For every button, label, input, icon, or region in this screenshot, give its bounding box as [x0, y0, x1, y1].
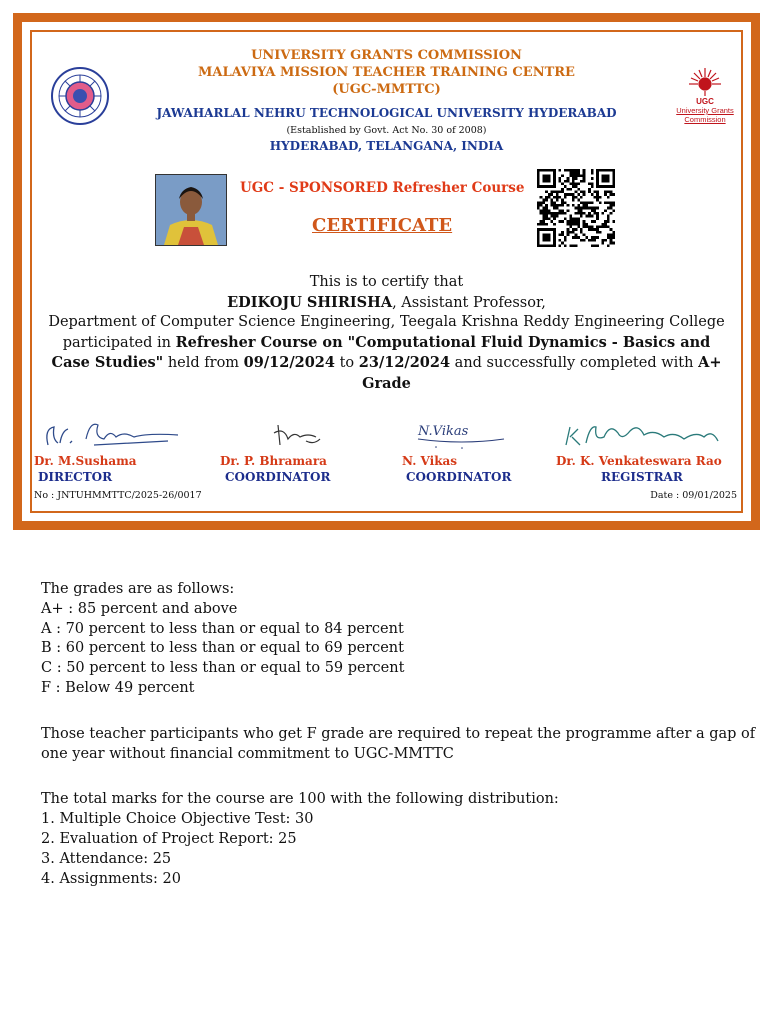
- signature-vikas-text: N.Vikas: [418, 424, 469, 439]
- marks-item: 2. Evaluation of Project Report: 25: [41, 830, 297, 847]
- course-title-part2: Case Studies": [51, 354, 164, 372]
- marks-item: 3. Attendance: 25: [41, 850, 172, 867]
- certificate-inner-border: [30, 30, 743, 513]
- participant-designation: , Assistant Professor,: [392, 294, 546, 311]
- signatory-role-coordinator-1: COORDINATOR: [225, 470, 331, 484]
- signature-coordinator-1: [270, 415, 330, 451]
- to-text: to: [334, 355, 359, 372]
- date-from: 09/12/2024: [243, 354, 335, 372]
- established-line: (Established by Govt. Act No. 30 of 2008): [286, 125, 487, 136]
- certificate-date: Date : 09/01/2025: [650, 490, 737, 501]
- held-from-text: held from: [163, 355, 244, 372]
- grade-item: C : 50 percent to less than or equal to 59 percent: [41, 660, 405, 677]
- header-line2: MALAVIYA MISSION TEACHER TRAINING CENTRE: [198, 65, 575, 80]
- marks-heading: The total marks for the course are 100 with the following distribution:: [41, 791, 559, 808]
- body-name-line: [32, 293, 741, 314]
- signature-coordinator-2: [412, 415, 512, 451]
- signatory-role-coordinator-2: COORDINATOR: [406, 470, 512, 484]
- certificate: [13, 13, 760, 530]
- university-name: JAWAHARLAL NEHRU TECHNOLOGICAL UNIVERSITY HYDERABAD: [156, 106, 617, 120]
- body-intro: This is to certify that: [309, 274, 464, 290]
- certificate-title: CERTIFICATE: [312, 215, 453, 236]
- sponsored-label: UGC - SPONSORED Refresher Course: [240, 180, 525, 196]
- ugc-logo-short: UGC: [696, 97, 714, 106]
- grading-information: [41, 580, 756, 889]
- course-title-part1: Refresher Course on "Computational Fluid Dynamics - Basics and: [175, 333, 711, 351]
- ugc-logo-icon: [665, 64, 745, 130]
- grades-heading: The grades are as follows:: [41, 581, 235, 597]
- repeat-note: Those teacher participants who get F grade are required to repeat the programme after a gap of one year without financial commitment to UGC-MMTTC: [41, 725, 756, 762]
- header-line1: UNIVERSITY GRANTS COMMISSION: [251, 48, 522, 63]
- grade-item: B : 60 percent to less than or equal to 69 percent: [41, 640, 404, 657]
- grade-word: Grade: [362, 374, 411, 392]
- participant-name: EDIKOJU SHIRISHA: [227, 293, 393, 311]
- signatory-role-registrar: REGISTRAR: [601, 470, 683, 484]
- participated-text: participated in: [62, 334, 176, 351]
- signatory-name-coordinator-1: Dr. P. Bhramara: [220, 454, 327, 468]
- header-line3: (UGC-MMTTC): [332, 82, 441, 97]
- signatory-name-director: Dr. M.Sushama: [34, 454, 137, 468]
- body-course-line2: [32, 353, 741, 374]
- grade-item: A+ : 85 percent and above: [41, 600, 238, 617]
- grade-item: A : 70 percent to less than or equal to 84 percent: [41, 620, 404, 637]
- signature-director: [38, 415, 188, 451]
- grade-item: F : Below 49 percent: [41, 679, 195, 696]
- grade-value: A+: [698, 354, 722, 372]
- participant-photo: [155, 174, 227, 246]
- signature-registrar: [560, 415, 730, 451]
- body-course-line1: [32, 333, 741, 354]
- marks-item: 4. Assignments: 20: [41, 870, 181, 887]
- ugc-logo-caption: University Grants Commission: [676, 106, 734, 124]
- signatory-name-registrar: Dr. K. Venkateswara Rao: [556, 454, 722, 468]
- certificate-body: [32, 273, 741, 394]
- completed-text: and successfully completed with: [450, 355, 699, 372]
- qr-code: [537, 169, 615, 247]
- certificate-number: No : JNTUHMMTTC/2025-26/0017: [34, 490, 202, 501]
- signatory-role-director: DIRECTOR: [38, 470, 113, 484]
- date-to: 23/12/2024: [358, 354, 451, 372]
- marks-item: 1. Multiple Choice Objective Test: 30: [41, 811, 314, 828]
- signatory-name-coordinator-2: N. Vikas: [402, 454, 458, 468]
- body-department: Department of Computer Science Engineering, Teegala Krishna Reddy Engineering College: [48, 314, 725, 331]
- location-line: HYDERABAD, TELANGANA, INDIA: [269, 139, 504, 153]
